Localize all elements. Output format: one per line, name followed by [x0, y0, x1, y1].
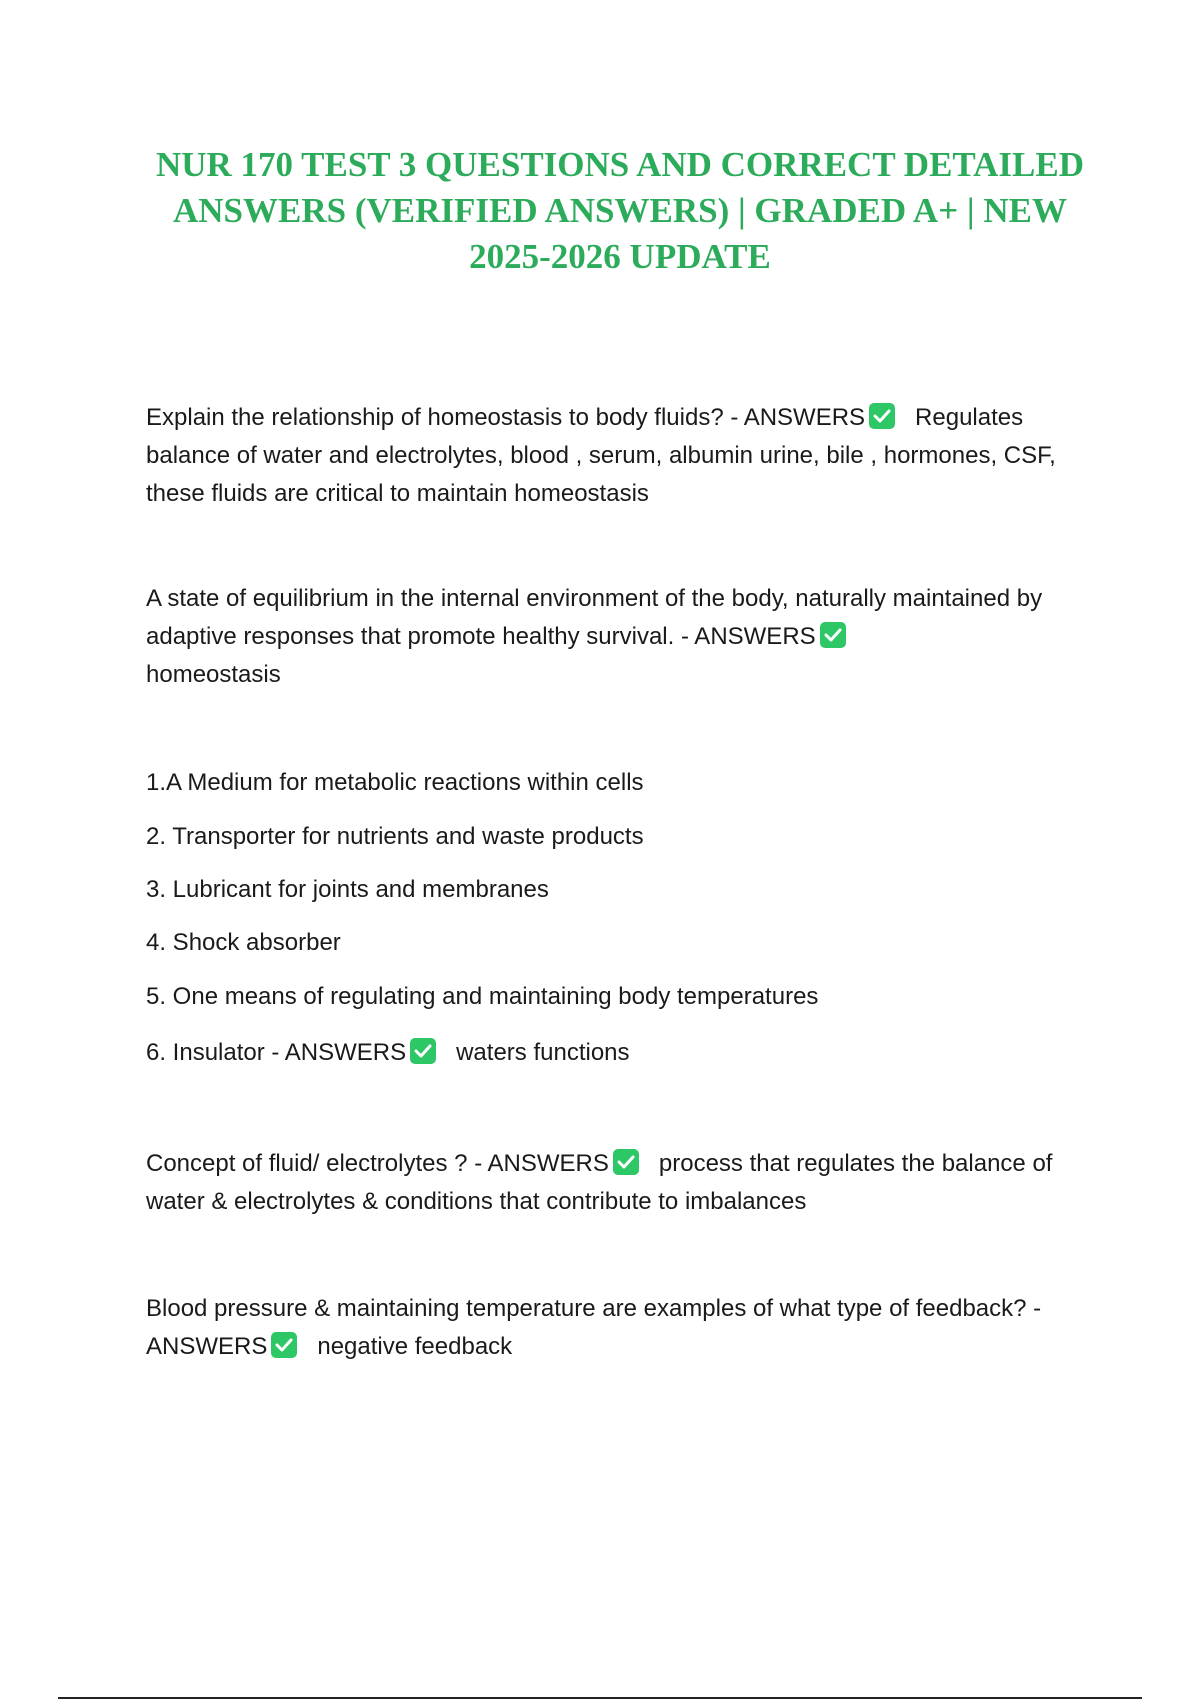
- qa-item: [146, 580, 1086, 694]
- list-item: 6. Insulator: [146, 1039, 265, 1066]
- answer-marker: - ANSWERS: [271, 1039, 407, 1066]
- qa-item: [146, 399, 1086, 513]
- question-text: Blood pressure & maintaining temperature are examples of what type of feedback?: [146, 1295, 1027, 1322]
- answer-text: waters functions: [456, 1039, 630, 1066]
- qa-item: [146, 1290, 1086, 1366]
- answer-text: Regulates balance of water and electrolytes, blood , serum, albumin urine, bile , hormones, CSF, these fluids are critical to maintain homeostasis: [146, 404, 1056, 507]
- list-item: 2. Transporter for nutrients and waste products: [146, 823, 644, 850]
- list-item-with-answer: [146, 1034, 1086, 1072]
- answer-text: homeostasis: [146, 661, 281, 688]
- answer-marker: - ANSWERS: [146, 1295, 1042, 1360]
- question-text: Explain the relationship of homeostasis to body fluids?: [146, 404, 724, 431]
- list-item: 5. One means of regulating and maintaining body temperatures: [146, 983, 819, 1010]
- answer-marker: - ANSWERS: [730, 404, 866, 431]
- list-item: 4. Shock absorber: [146, 929, 341, 956]
- list-item: 3. Lubricant for joints and membranes: [146, 876, 549, 903]
- check-icon: [271, 1332, 297, 1358]
- answer-marker: - ANSWERS: [680, 623, 816, 650]
- document-title: NUR 170 TEST 3 QUESTIONS AND CORRECT DETAILED ANSWERS (VERIFIED ANSWERS) | GRADED A+ | NEW 2025-2026 UPDATE: [155, 145, 1085, 276]
- check-icon: [869, 403, 895, 429]
- question-text: A state of equilibrium in the internal environment of the body, naturally maintained by adaptive responses that promote healthy survival.: [146, 585, 1043, 650]
- check-icon: [613, 1149, 639, 1175]
- check-icon: [410, 1038, 436, 1064]
- answer-text: process that regulates the balance of water & electrolytes & conditions that contribute to imbalances: [146, 1150, 1053, 1215]
- footer-divider: [58, 1697, 1142, 1699]
- check-icon: [820, 622, 846, 648]
- answer-text: negative feedback: [317, 1333, 513, 1360]
- question-text: Concept of fluid/ electrolytes ?: [146, 1150, 468, 1177]
- answer-marker: - ANSWERS: [474, 1150, 609, 1177]
- list-item: 1.A Medium for metabolic reactions within cells: [146, 769, 644, 796]
- qa-item: [146, 1145, 1086, 1221]
